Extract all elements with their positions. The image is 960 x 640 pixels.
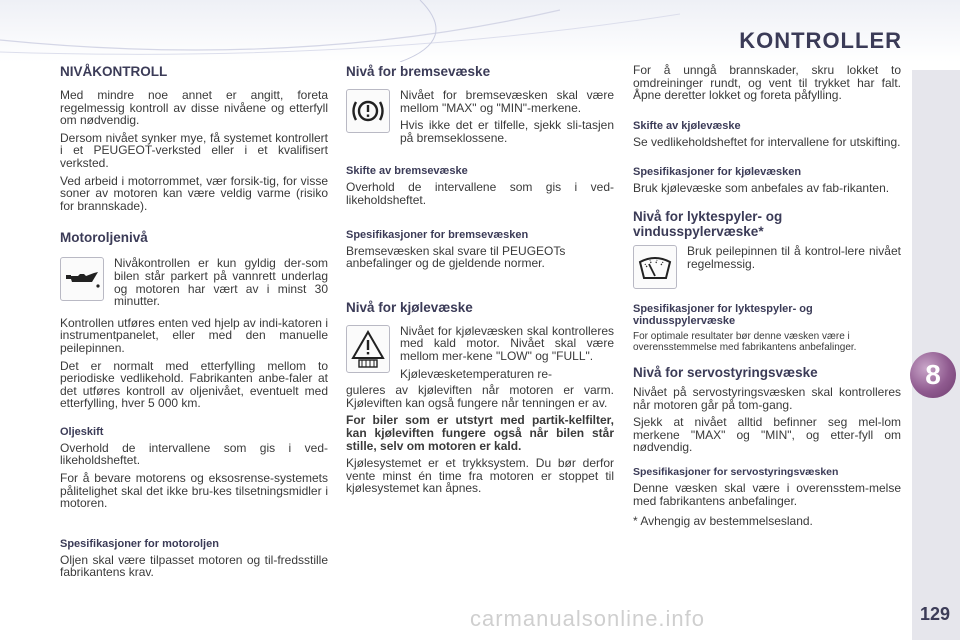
coolant-icon-text: Nivået for kjølevæsken skal kontrolleres med kald motor. Nivået skal være mellom mer-kene "LOW" og "FULL". <box>400 323 614 363</box>
paragraph: Nivået på servostyringsvæsken skal kontrolleres når motoren går på tom-gang. <box>633 384 901 412</box>
section-heading-washer: Nivå for lyktespyler- og vindusspylervæske* <box>633 208 783 239</box>
subheading-coolant-change: Skifte av kjølevæske <box>633 119 741 132</box>
oil-icon-row <box>60 257 328 312</box>
coolant-icon-text: Kjølevæsketemperaturen re- <box>400 366 553 381</box>
paragraph: Overhold de intervallene som gis i ved-likeholdsheftet. <box>346 180 614 207</box>
subheading-washer-spec: Spesifikasjoner for lyktespyler- og vindusspylervæske <box>633 302 813 327</box>
section-heading-power-steering: Nivå for servostyringsvæske <box>633 364 818 380</box>
hot-coolant-warning-icon <box>346 325 390 373</box>
section-heading-coolant: Nivå for kjølevæske <box>346 299 473 315</box>
page-title: KONTROLLER <box>739 28 902 53</box>
subheading-brake-change: Skifte av bremsevæske <box>346 165 468 178</box>
paragraph: Se vedlikeholdsheftet for intervallene for utskifting. <box>633 134 901 149</box>
paragraph: Dersom nivået synker mye, få systemet kontrollert i et PEUGEOT-verksted eller i et kvalifisert verksted. <box>60 130 328 170</box>
paragraph: Oljen skal være tilpasset motoren og til-fredsstille fabrikantens krav. <box>60 552 328 580</box>
column-1 <box>60 64 328 584</box>
brake-icon-text: Hvis ikke det er tilfelle, sjekk sli-tasjen på bremseklossene. <box>400 118 614 145</box>
paragraph-bold: For biler som er utstyrt med partik-kelfilter, kan kjøleviften fungere også når bilen står stille, selv om motoren er kald. <box>346 413 614 453</box>
paragraph: Med mindre noe annet er angitt, foreta regelmessig kontroll av disse nivåene og etterfyll om nødvendig. <box>60 88 328 128</box>
paragraph: For å unngå brannskader, skru lokket to omdreininger rundt, og vent til trykket har falt. Åpne deretter lokket og foreta påfylling. <box>633 63 901 103</box>
paragraph: Det er normalt med etterfylling mellom to periodiske vedlikehold. Fabrikanten anbe-faler at det utføres kontroll av oljenivået, eventuelt med etterfylling, hver 5 000 km. <box>60 358 328 411</box>
paragraph: Kontrollen utføres enten ved hjelp av indi-katoren i instrumentpanelet, eller med den manuelle peilepinnen. <box>60 315 328 355</box>
column-3 <box>633 64 901 533</box>
paragraph: Bremsevæsken skal svare til PEUGEOTs anbefalinger og de gjeldende normer. <box>346 243 566 271</box>
windscreen-washer-icon <box>633 245 677 289</box>
watermark: carmanualsonline.info <box>470 606 706 631</box>
section-heading-brake-fluid: Nivå for bremsevæske <box>346 64 491 79</box>
subheading-steering-spec: Spesifikasjoner for servostyringsvæsken <box>633 465 839 478</box>
brake-icon-row <box>346 89 614 149</box>
paragraph: Sjekk at nivået alltid befinner seg mel-lom merkene "MAX" og "MIN", og etter-fyll om nødvendig. <box>633 415 901 455</box>
oil-can-icon <box>60 257 104 301</box>
column-2 <box>346 64 614 500</box>
paragraph-small: For optimale resultater bør denne væsken være i overensstemmelse med fabrikantens anbefalinger. <box>633 330 857 353</box>
chapter-badge: 8 <box>910 352 956 398</box>
section-heading-oil-level: Motoroljenivå <box>60 230 148 246</box>
subheading-coolant-spec: Spesifikasjoner for kjølevæsken <box>633 166 802 179</box>
paragraph: Denne væsken skal være i overensstem-melse med fabrikantens anbefalinger. <box>633 480 901 508</box>
paragraph: Bruk kjølevæske som anbefales av fab-rikanten. <box>633 181 890 196</box>
washer-icon-row <box>633 245 901 289</box>
paragraph: Overhold de intervallene som gis i ved-likeholdsheftet. <box>60 440 328 468</box>
coolant-icon-row <box>346 325 614 380</box>
brake-icon-text: Nivået for bremsevæsken skal være mellom "MAX" og "MIN"-merkene. <box>400 88 614 115</box>
page-number: 129 <box>920 604 951 624</box>
oil-icon-text: Nivåkontrollen er kun gyldig der-som bilen står parkert på vannrett underlag og motoren har vært av i minst 30 minutter. <box>114 256 328 309</box>
brake-warning-icon <box>346 89 390 133</box>
paragraph: Ved arbeid i motorrommet, vær forsik-tig, for visse soner av motoren kan være veldig varme (risiko for brannskade). <box>60 173 328 213</box>
subheading-brake-spec: Spesifikasjoner for bremsevæsken <box>346 228 529 241</box>
paragraph: For å bevare motorens og eksosrense-systemets pålitelighet skal det ikke bru-kes tilsetningsmidler i motoren. <box>60 471 328 511</box>
section-heading-level-check: NIVÅKONTROLL <box>60 64 168 79</box>
subheading-oil-spec: Spesifikasjoner for motoroljen <box>60 537 219 550</box>
washer-icon-text: Bruk peilepinnen til å kontrol-lere nivået regelmessig. <box>687 243 901 271</box>
paragraph: Kjølesystemet er et trykksystem. Du bør derfor vente minst én time fra motoren er stoppet til kjølesystemet kan åpnes. <box>346 456 614 496</box>
paragraph: guleres av kjøleviften når motoren er varm. Kjøleviften kan også fungere når tenningen er av. <box>346 383 614 410</box>
subheading-oil-change: Oljeskift <box>60 425 104 438</box>
footnote: * Avhengig av bestemmelsesland. <box>633 514 813 529</box>
